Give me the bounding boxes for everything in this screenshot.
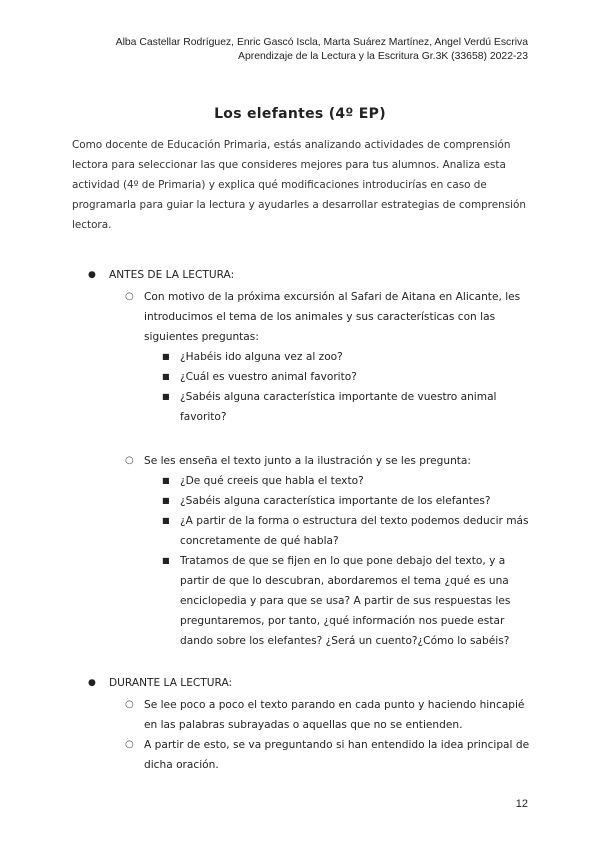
- sub-item-text: ¿De qué creeis que habla el texto?: [180, 475, 364, 487]
- list-item: [72, 287, 532, 347]
- list-item: [72, 695, 532, 735]
- sub-item-text: ¿A partir de la forma o estructura del texto podemos deducir más concretamente de qué habla?: [180, 515, 529, 547]
- page-number: 12: [515, 798, 528, 810]
- bullet-circle: ○: [125, 291, 134, 302]
- sub-list-item: [72, 511, 532, 551]
- heading-text: DURANTE LA LECTURA:: [109, 677, 233, 689]
- intro-paragraph: Como docente de Educación Primaria, estás analizando actividades de comprensión lectora para seleccionar las que consideres mejores para tus alumnos. Analiza esta actividad (4º de Primaria) y explica qué modificaciones introducirías en caso de programarla para guiar la lectura y ayudarles a desarrollar estrategias de comprensión lectora.: [72, 139, 526, 231]
- sub-item-text: Tratamos de que se fijen en lo que pone debajo del texto, y a partir de que lo descubran, abordaremos el tema ¿qué es una enciclopedia y para que se usa? A partir de sus respuestas les preguntaremos, por tanto, ¿qué información nos puede estar dando sobre los elefantes? ¿Será un cuento?¿Cómo lo sabéis?: [180, 555, 511, 647]
- header-course: Aprendizaje de la Lectura y la Escritura Gr.3K (33658) 2022-23: [238, 51, 528, 62]
- sub-list-item: [72, 347, 532, 367]
- sub-list-item: [72, 387, 532, 427]
- sub-item-text: ¿Sabéis alguna característica importante de los elefantes?: [180, 495, 491, 507]
- heading-text: ANTES DE LA LECTURA:: [109, 269, 235, 281]
- list-item: [72, 451, 532, 471]
- bullet-disc: ●: [88, 678, 96, 688]
- sub-list-item: [72, 491, 532, 511]
- section-heading-before: [72, 265, 532, 285]
- bullet-square: ■: [162, 496, 170, 505]
- sub-list-item: [72, 471, 532, 491]
- sub-list-item: [72, 551, 532, 651]
- sub-item-text: ¿Habéis ido alguna vez al zoo?: [180, 351, 343, 363]
- list-item-text: Se les enseña el texto junto a la ilustración y se les pregunta:: [144, 455, 471, 467]
- bullet-disc: ●: [88, 270, 96, 280]
- bullet-circle: ○: [125, 455, 134, 466]
- bullet-square: ■: [162, 352, 170, 361]
- bullet-circle: ○: [125, 699, 134, 710]
- page-header: [116, 36, 528, 64]
- sub-item-text: ¿Sabéis alguna característica importante de vuestro animal favorito?: [180, 391, 497, 423]
- list-item-text: Con motivo de la próxima excursión al Safari de Aitana en Alicante, les introducimos el tema de los animales y sus características con las siguientes preguntas:: [144, 291, 521, 343]
- bullet-square: ■: [162, 516, 170, 525]
- document-title: Los elefantes (4º EP): [214, 106, 386, 122]
- section-during-reading: [72, 673, 532, 775]
- bullet-square: ■: [162, 556, 170, 565]
- section-before-reading: [72, 265, 532, 651]
- bullet-circle: ○: [125, 739, 134, 750]
- header-authors: Alba Castellar Rodríguez, Enric Gascó Iscla, Marta Suárez Martínez, Angel Verdú Escriva: [115, 37, 528, 48]
- bullet-square: ■: [162, 372, 170, 381]
- sub-item-text: ¿Cuál es vuestro animal favorito?: [180, 371, 357, 383]
- list-item-text: A partir de esto, se va preguntando si han entendido la idea principal de dicha oración.: [144, 739, 530, 771]
- bullet-square: ■: [162, 392, 170, 401]
- bullet-square: ■: [162, 476, 170, 485]
- sub-list-item: [72, 367, 532, 387]
- list-item: [72, 735, 532, 775]
- list-item-text: Se lee poco a poco el texto parando en cada punto y haciendo hincapié en las palabras subrayadas o aquellas que no se entienden.: [144, 699, 525, 731]
- section-heading-during: [72, 673, 532, 693]
